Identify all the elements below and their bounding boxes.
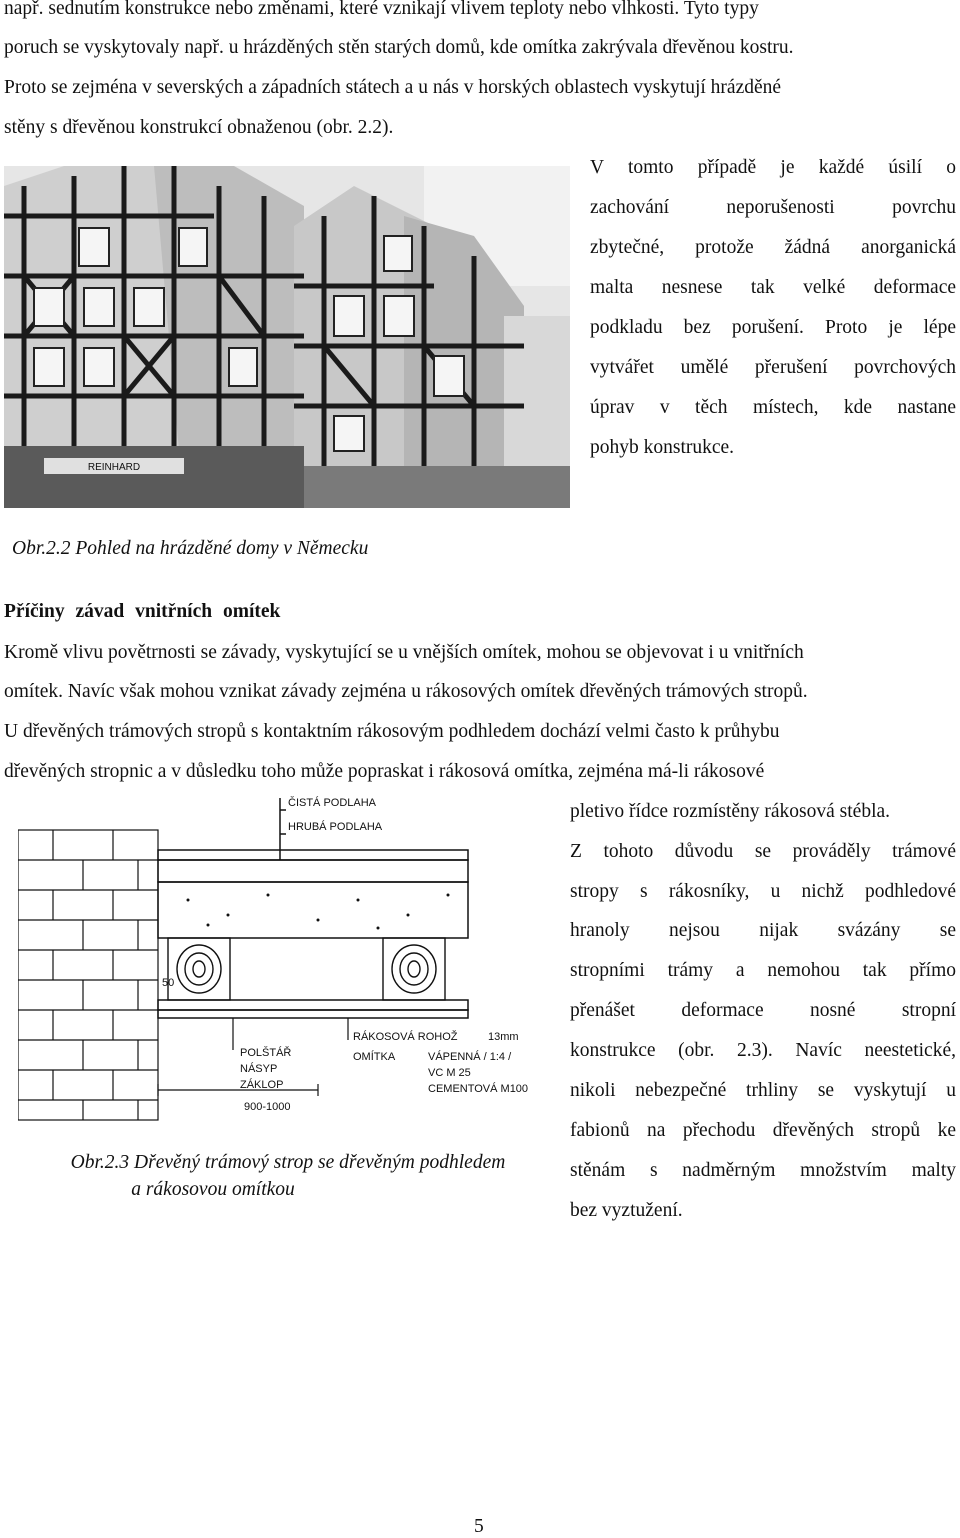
body-line-1: Kromě vlivu povětrnosti se závady, vyskytující se u vnějších omítek, mohou se objevovat i u vnitřních [4,642,804,663]
page-number: 5 [474,1516,484,1537]
side-text-1-line-3: zbytečné, protože žádná anorganická [590,237,956,258]
side-text-2-line-10: stěnám s nadměrným množstvím malty [570,1160,956,1181]
intro-line-3: Proto se zejména v severských a západních státech a u nás v horských oblastech vyskytují hrázděné [4,77,782,98]
half-timbered-houses-photo [4,166,570,508]
body-line-2: omítek. Navíc však mohou vznikat závady zejména u rákosových omítek dřevěných trámových stropů. [4,681,808,702]
label-plaster: OMÍTKA [353,1051,396,1063]
figure-2-2-caption: Obr.2.2 Pohled na hrázděné domy v Německu [12,538,369,559]
label-lime: VÁPENNÁ / 1:4 / [428,1051,512,1063]
side-text-1-line-2: zachování neporušenosti povrchu [590,197,956,218]
label-fill: NÁSYP [240,1063,278,1075]
side-text-2-line-3: stropy s rákosníky, u nichž podhledové [570,881,956,902]
label-50: 50 [162,977,175,989]
label-pugging: ZÁKLOP [240,1079,284,1091]
side-text-2-line-1: pletivo řídce rozmístěny rákosová stébla. [570,801,891,822]
section-heading: Příčiny závad vnitřních omítek [4,601,281,622]
side-text-1-line-8: pohyb konstrukce. [590,437,735,458]
label-thickness: 13mm [488,1031,519,1043]
side-text-2-line-7: konstrukce (obr. 2.3). Navíc neestetické, [570,1040,956,1061]
side-text-2-line-6: přenášet deformace nosné stropní [570,1000,956,1021]
label-clean-floor: ČISTÁ PODLAHA [288,797,377,809]
label-cushion: POLŠTÁŘ [240,1047,292,1059]
side-text-1-line-6: vytvářet umělé přerušení povrchových [590,357,956,378]
intro-line-4: stěny s dřevěnou konstrukcí obnaženou (obr. 2.2). [4,117,394,138]
side-text-1-line-4: malta nesnese tak velké deformace [590,277,956,298]
side-text-2-line-8: nikoli nebezpečné trhliny se vyskytují u [570,1080,956,1101]
figure-2-3-caption-line-1: Obr.2.3 Dřevěný trámový strop se dřevěným podhledem [70,1152,506,1173]
side-text-1-line-1: V tomto případě je každé úsilí o [590,157,956,178]
intro-line-2: poruch se vyskytovaly např. u hrázděných stěn starých domů, kde omítka zakrývala dřevěnou kostru. [4,37,794,58]
label-vc: VC M 25 [428,1067,471,1079]
figure-2-3-caption-line-2: a rákosovou omítkou [131,1179,295,1200]
side-text-2-line-11: bez vyztužení. [570,1200,683,1221]
label-reed-mat: RÁKOSOVÁ ROHOŽ [353,1031,458,1043]
shop-sign: REINHARD [87,462,141,473]
beam-ceiling-drawing [18,790,558,1140]
side-text-2-line-9: fabionů na přechodu dřevěných stropů ke [570,1120,956,1141]
label-rough-floor: HRUBÁ PODLAHA [288,821,383,833]
intro-line-1: např. sednutím konstrukce nebo změnami, které vznikají vlivem teploty nebo vlhkosti. Tyto typy [4,0,759,19]
side-text-1-line-7: úprav v těch místech, kde nastane [590,397,956,418]
label-span: 900-1000 [244,1101,291,1113]
side-text-1-line-5: podkladu bez porušení. Proto je lépe [590,317,956,338]
side-text-2-line-5: stropními trámy a nemohou tak přímo [570,960,956,981]
label-cement: CEMENTOVÁ M100 [428,1083,529,1095]
body-line-3: U dřevěných trámových stropů s kontaktním rákosovým podhledem dochází velmi často k průhybu [4,721,780,742]
body-line-4: dřevěných stropnic a v důsledku toho může popraskat i rákosová omítka, zejména má-li rákosové [4,761,765,782]
side-text-2-line-4: hranoly nejsou nijak svázány se [570,920,956,941]
side-text-2-line-2: Z tohoto důvodu se prováděly trámové [570,841,956,862]
